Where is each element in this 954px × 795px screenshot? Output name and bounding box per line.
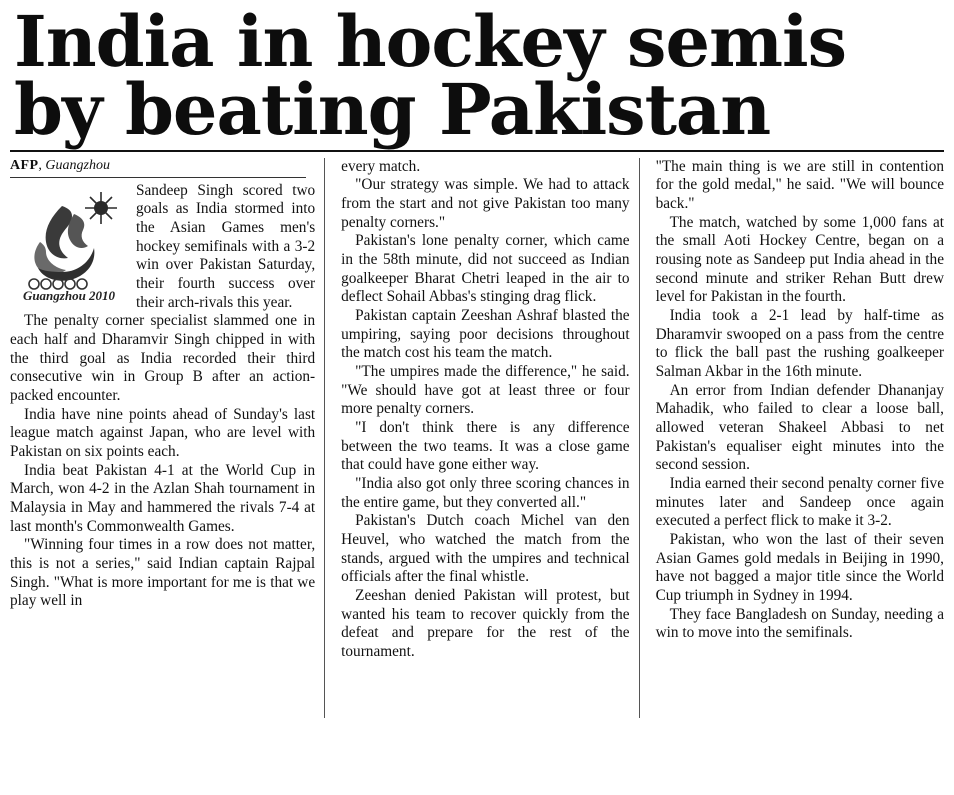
paragraph: "I don't think there is any difference between the two teams. It was a close game that could have gone either way. [341,418,630,474]
paragraph: "Winning four times in a row does not matter, this is not a series," said Indian captain Rajpal Singh. "What is more important for me is that we play well in [10,536,316,610]
paragraph: India earned their second penalty corner five minutes later and Sandeep once again executed a perfect flick to make it 3-2. [655,474,944,530]
paragraph: India have nine points ahead of Sunday's last league match against Japan, who are level with Pakistan on six points each. [10,405,316,460]
paragraph: every match. [341,157,421,175]
headline-line-1: India in hockey semis [14,0,847,83]
article-columns [10,158,944,718]
paragraph: The match, watched by some 1,000 fans at the small Aoti Hockey Centre, began on a rousing note as Sandeep put India ahead in the second minute and striker Rehan Butt drew level for Pakistan in the fourth. [655,213,944,306]
column-1-text [10,182,315,611]
byline-separator: , [38,157,42,173]
paragraph: Pakistan's lone penalty corner, which came in the 58th minute, did not succeed as Indian goalkeeper Bharat Chetri leaped in the air to deflect Sohail Abbas's stinging drag flick. [341,232,630,306]
column-3 [639,158,944,718]
paragraph: India took a 2-1 lead by half-time as Dharamvir swooped on a pass from the centre to flick the ball past the rushing goalkeeper Salman Akbar in the 16th minute. [655,307,944,380]
column-1 [10,158,315,718]
paragraph: The penalty corner specialist slammed one in each half and Dharamvir Singh chipped in with the third goal as India recorded their third consecutive win in Group B after an action-packed encounter. [10,312,316,404]
paragraph: India beat Pakistan 4-1 at the World Cup in March, won 4-2 in the Azlan Shah tournament in Malaysia in May and hammered the rivals 7-4 at last month's Commonwealth Games. [10,461,316,535]
paragraph: Pakistan captain Zeeshan Ashraf blasted the umpiring, saying poor decisions throughout the match cost his team the match. [341,307,630,362]
paragraph: Zeeshan denied Pakistan will protest, but wanted his team to recover quickly from the defeat and prepare for the rest of the tournament. [341,586,630,660]
paragraph: "Our strategy was simple. We had to attack from the start and not give Pakistan too many penalty corners." [341,176,630,231]
paragraph: Pakistan's Dutch coach Michel van den Heuvel, who watched the match from the stands, argued with the umpires and technical officials after the final whistle. [341,512,630,586]
paragraph: "India also got only three scoring chances in the entire game, but they converted all." [341,474,630,511]
byline-agency: AFP [10,157,39,173]
paragraph: An error from Indian defender Dhananjay Mahadik, who failed to clear a loose ball, allowed veteran Shakeel Abbasi to net Pakistan's equaliser eight minutes into the second session. [655,381,944,474]
paragraph: Pakistan, who won the last of their seven Asian Games gold medals in Beijing in 1990, have not bagged a major title since the World Cup triumph in Sydney in 1994. [655,530,944,604]
paragraph: "The main thing is we are still in contention for the gold medal," he said. "We will bounce back." [655,157,944,213]
byline [10,158,306,178]
column-2 [324,158,629,718]
headline-line-2: by beating Pakistan [14,67,771,151]
page-title [10,0,944,151]
asian-games-logo-icon [10,184,128,306]
paragraph: "The umpires made the difference," he said. "We should have got at least three or four more penalty corners. [341,363,630,418]
paragraph: Sandeep Singh scored two goals as India stormed into the Asian Games men's hockey semifinals with a 3-2 win over Pakistan Saturday, their fourth success over their arch-rivals this year. [136,181,316,311]
logo-caption: Guangzhou 2010 [22,287,116,303]
byline-location: Guangzhou [45,157,110,173]
paragraph: They face Bangladesh on Sunday, needing a win to move into the semifinals. [655,605,944,642]
